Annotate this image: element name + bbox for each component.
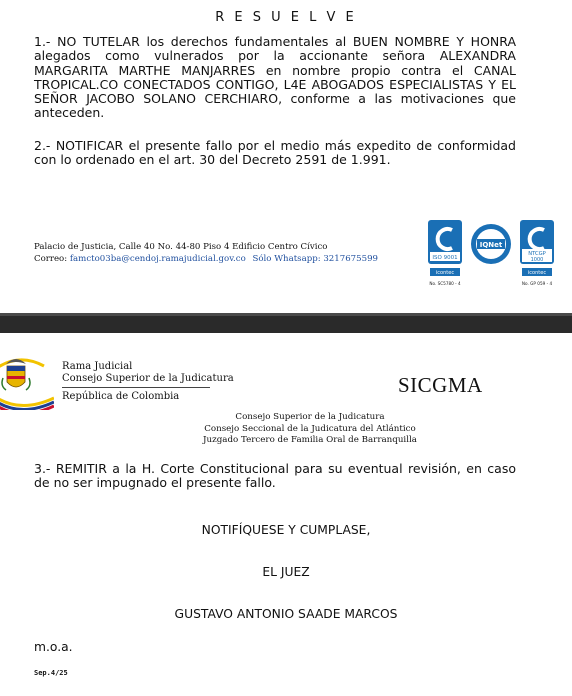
iso-code: No. SC5780 - 4 [429,281,461,286]
certification-seals [426,218,556,290]
icontec-label-1: icontec [435,270,455,276]
iqnet-seal-icon [471,224,511,264]
court-line-2: Consejo Seccional de la Judicatura del Atlántico [204,423,416,434]
iso-label: ISO 9001 [432,255,458,261]
closing-formula: NOTIFÍQUESE Y CUMPLASE, [201,523,371,537]
judge-role: EL JUEZ [262,565,310,579]
institution-line-1: Rama Judicial [62,361,133,372]
resuelve-heading: R E S U E L V E [215,10,357,25]
resolution-paragraph-1: 1.- NO TUTELAR los derechos fundamentales al BUEN NOMBRE Y HONRA alegados como vulnerados por la accionante señora ALEXANDRA MARGARITA MARTHE MANJARRES en nombre propio contra el CANAL TROPICAL.CO CONECTADOS CONTIGO, L4E ABOGADOS ESPECIALISTAS Y EL SEÑOR JACOBO SOLANO CERCHIARO, conforme a las motivaciones que anteceden. [34,34,516,121]
ntcgp-number: 1000 [530,257,544,263]
icontec-label-2: icontec [527,270,547,276]
court-block [160,412,460,447]
resolution-paragraph-3: 3.- REMITIR a la H. Corte Constitucional para su eventual revisión, en caso de no ser impugnado el presente fallo. [34,461,516,491]
footer-address-text: Palacio de Justicia, Calle 40 No. 44-80 Piso 4 Edificio Centro Cívico [34,242,328,252]
colombia-coat-of-arms-icon [0,348,54,410]
ntcgp-code: No. GP 059 - 4 [521,281,553,286]
institution-line-3: República de Colombia [62,391,180,402]
page-separator [0,313,572,333]
initials: m.o.a. [34,640,73,654]
institution-line-2: Consejo Superior de la Judicatura [62,373,234,384]
resolution-paragraph-2: 2.- NOTIFICAR el presente fallo por el medio más expedito de conformidad con lo ordenado en el art. 30 del Decreto 2591 de 1.991. [34,138,516,168]
ntcgp-seal-icon [520,220,554,286]
court-line-1: Consejo Superior de la Judicatura [235,412,385,422]
footer-address [34,242,327,254]
system-title: SICGMA [398,373,483,397]
iqnet-label: IQNet [479,241,503,249]
document-date: Sep.4/25 [34,669,68,677]
footer-whatsapp: Sólo Whatsapp: 3217675599 [252,254,378,264]
ntcgp-label: NTCGP [528,251,546,257]
court-line-3: Juzgado Tercero de Familia Oral de Barranquilla [203,435,417,445]
institution-block [62,361,234,403]
footer-email-link[interactable]: famcto03ba@cendoj.ramajudicial.gov.co [69,254,246,264]
institution-divider [62,387,210,388]
iso-seal-icon [428,220,462,286]
footer-mail-label: Correo: [34,254,70,264]
judge-name: GUSTAVO ANTONIO SAADE MARCOS [174,607,398,621]
footer-contact [34,254,378,266]
